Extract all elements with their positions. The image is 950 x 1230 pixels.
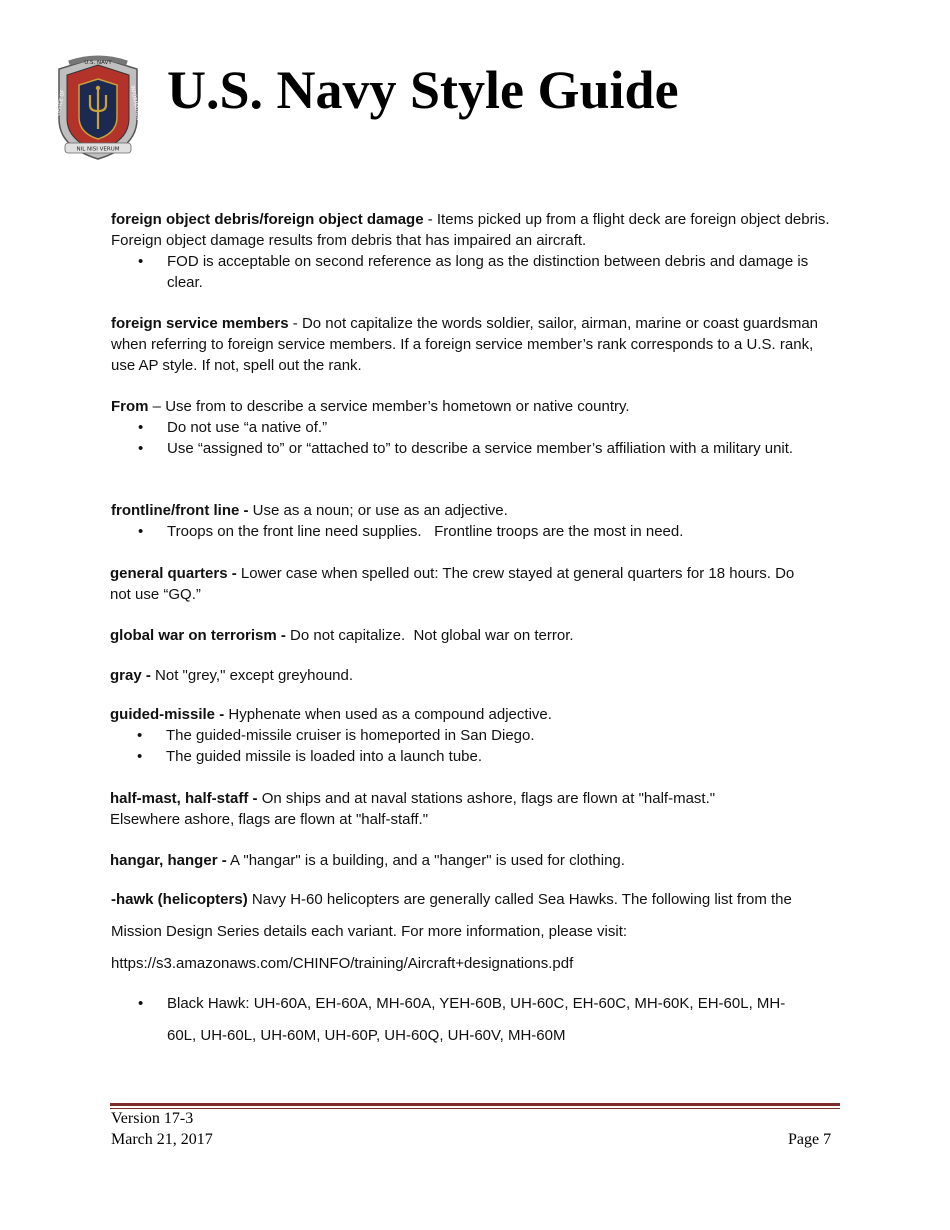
entry-definition: Items picked up from a flight deck are foreign object debris. Foreign object damage results from debris that has impaired an aircraft. [111, 211, 830, 249]
entry-global-war-on-terrorism [110, 625, 832, 646]
svg-text:OFFICE OF: OFFICE OF [55, 89, 67, 117]
entry-term: -hawk (helicopters) [111, 891, 248, 908]
entry-definition: Do not capitalize. Not global war on terror. [290, 627, 574, 644]
entry-foreign-service-members: foreign service members - Do not capitalize the words soldier, sailor, airman, marine or coast guardsman when referring to foreign service members. If a foreign service member’s rank corresponds to a U.S. rank, use AP style. If not, spell out the rank. [111, 315, 819, 374]
entry-definition: Do not capitalize the words soldier, sailor, airman, marine or coast guardsman when referring to foreign service members. If a foreign service member’s rank corresponds to a U.S. rank, use AP style. If not, spell out the rank. [111, 315, 819, 374]
svg-text:NIL NISI VERUM: NIL NISI VERUM [76, 146, 120, 153]
svg-text:INFORMATION: INFORMATION [128, 85, 141, 121]
list-item: • Use “assigned to” or “attached to” to describe a service member’s affiliation with a military unit. [138, 440, 794, 457]
document-title: U.S. Navy Style Guide [167, 60, 679, 120]
entry-definition: Navy H-60 helicopters are generally called Sea Hawks. The following list from the Mission Design Series details each variant. For more information, please visit: https://s3.amazonaws.com/CHINFO/training/Aircraft+designations.pdf [111, 891, 792, 972]
footer-date: March 21, 2017 [111, 1131, 213, 1148]
entry-foreign-object-debris: foreign object debris/foreign object damage - Items picked up from a flight deck are foreign object debris. Foreign object damage results from debris that has impaired an aircraft. • FOD is acceptable on second reference as long as the distinction between debris and damage is clear. [111, 209, 833, 293]
entry-term: guided-missile - [110, 706, 225, 723]
entry-definition: On ships and at naval stations ashore, flags are flown at "half-mast." Elsewhere ashore, flags are flown at "half-staff." [110, 790, 716, 828]
list-item: • The guided missile is loaded into a launch tube. [137, 748, 483, 765]
footer-rule-thin [110, 1108, 840, 1109]
entry-term: general quarters - [110, 565, 237, 582]
footer-rule [110, 1103, 840, 1106]
page-number: Page 7 [788, 1131, 832, 1148]
entry-definition: Not "grey," except greyhound. [155, 667, 354, 684]
entry-definition: Hyphenate when used as a compound adjective. [228, 706, 552, 723]
entry-definition: Use as a noun; or use as an adjective. [252, 502, 508, 519]
entry-guided-missile [110, 704, 832, 767]
entry-definition: Lower case when spelled out: The crew stayed at general quarters for 18 hours. Do not use “GQ.” [110, 565, 795, 603]
entry-definition: A "hangar" is a building, and a "hanger" is used for clothing. [230, 852, 625, 869]
entry-definition: Use from to describe a service member’s hometown or native country. [165, 398, 630, 415]
list-item: • Do not use “a native of.” [138, 419, 328, 436]
entry-term: gray - [110, 667, 151, 684]
entry-frontline [111, 500, 833, 542]
svg-text:U.S. NAVY: U.S. NAVY [84, 60, 112, 66]
entry-half-mast [110, 788, 760, 830]
list-item: • Black Hawk: UH-60A, EH-60A, MH-60A, YEH-60B, UH-60C, EH-60C, MH-60K, EH-60L, MH-60L, UH-60L, UH-60M, UH-60P, UH-60Q, UH-60V, MH-60M [138, 995, 786, 1044]
entry-from: From – Use from to describe a service member’s hometown or native country. • Do not use “a native of.” • Use “assigned to” or “attached to” to describe a service member’s affiliation with a military unit. [111, 396, 833, 459]
entry-gray [110, 665, 832, 686]
entry-term: global war on terrorism - [110, 627, 286, 644]
entry-term: foreign object debris/foreign object damage [111, 211, 424, 228]
footer-version: Version 17-3 [111, 1110, 194, 1127]
entry-hangar-hanger [110, 850, 832, 871]
list-item: • Troops on the front line need supplies. Frontline troops are the most in need. [138, 523, 684, 540]
list-item: • FOD is acceptable on second reference as long as the distinction between debris and damage is clear. [138, 253, 809, 291]
entry-hawk-helicopters [111, 884, 811, 1052]
entry-term: foreign service members [111, 315, 289, 332]
entry-term: frontline/front line - [111, 502, 249, 519]
entry-term: hangar, hanger - [110, 852, 227, 869]
list-item: • The guided-missile cruiser is homeported in San Diego. [137, 727, 535, 744]
entry-general-quarters [110, 563, 810, 605]
entry-term: half-mast, half-staff - [110, 790, 258, 807]
entry-term: From [111, 398, 149, 415]
